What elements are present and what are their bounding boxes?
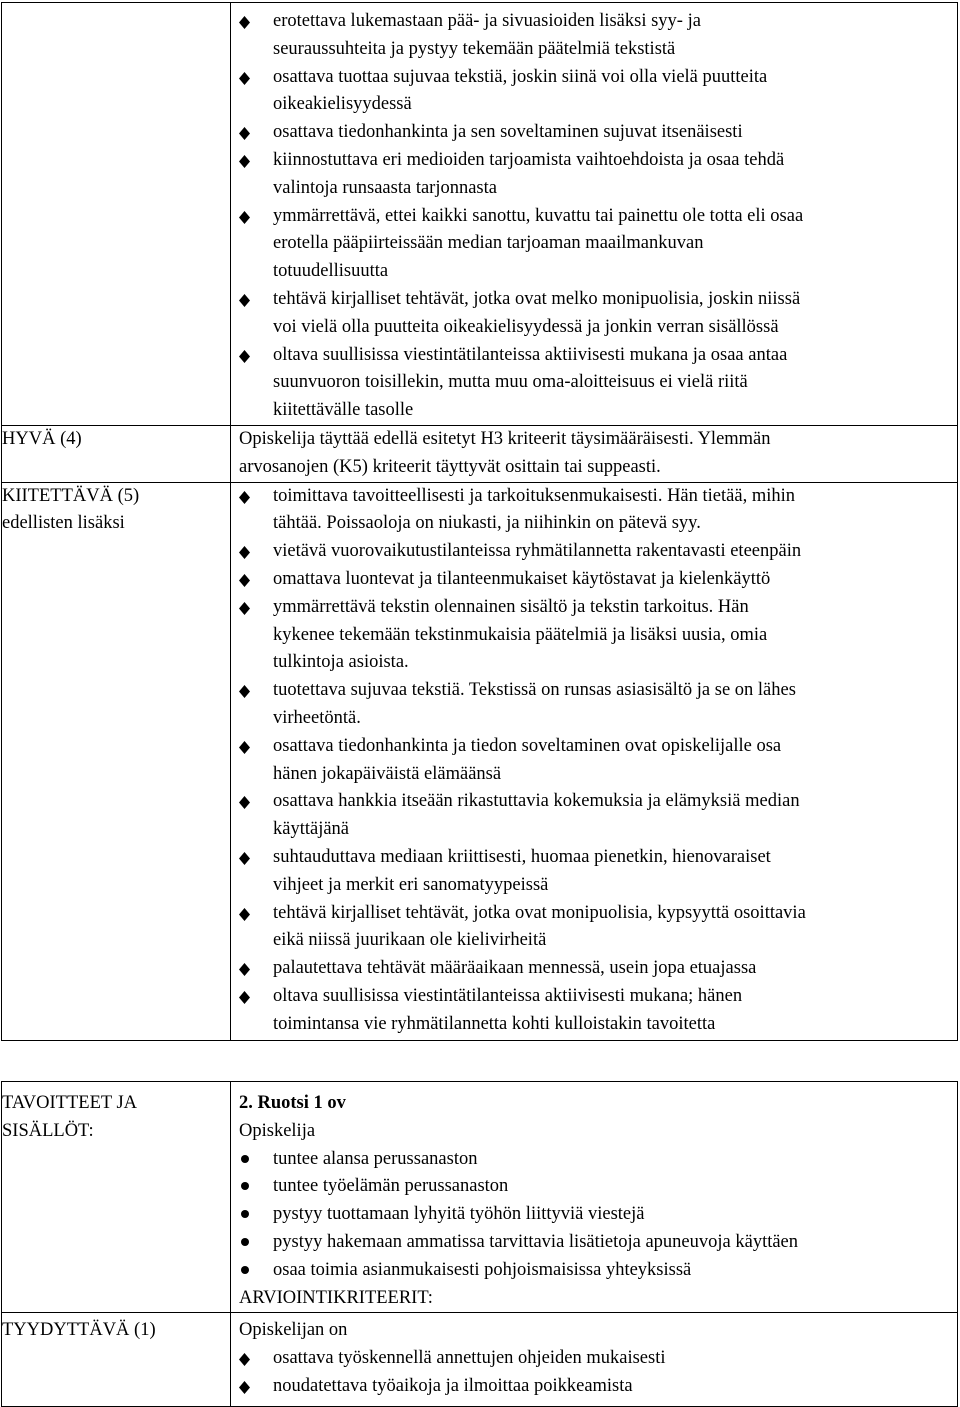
diamond-bullet-icon (239, 852, 250, 865)
list-item (239, 203, 957, 286)
list-item-text: virheetöntä. (273, 707, 361, 728)
student-label: Opiskelija (239, 1120, 316, 1141)
grade-label-satisfactory: TYYDYTTÄVÄ (1) (2, 1320, 156, 1341)
diamond-bullet-icon (239, 16, 250, 29)
list-item (239, 844, 957, 900)
grade-cell-excellent (2, 482, 231, 1040)
grade-label-good: HYVÄ (4) (2, 428, 82, 449)
goals-label-line-2: SISÄLLÖT: (2, 1120, 94, 1141)
round-bullet-icon (241, 1266, 249, 1274)
criteria-heading: ARVIOINTIKRITEERIT: (239, 1287, 433, 1308)
criteria-list-satisfactory (239, 1345, 957, 1401)
list-item (239, 955, 957, 983)
list-item-text: toimintansa vie ryhmätilannetta kohti kulloistakin tavoitetta (273, 1013, 716, 1034)
list-item-text: pystyy tuottamaan lyhyitä työhön liittyviä viestejä (273, 1204, 645, 1225)
list-item (239, 1146, 957, 1174)
list-item-text: ymmärrettävä tekstin olennainen sisältö ja tekstin tarkoitus. Hän (273, 596, 749, 617)
diamond-bullet-icon (239, 1381, 250, 1394)
list-item (239, 8, 957, 64)
list-item (239, 1201, 957, 1229)
list-item-text: käyttäjänä (273, 819, 350, 840)
table-row (2, 482, 958, 1040)
list-item-text: totuudellisuutta (273, 261, 389, 282)
list-item-text: tuotettava sujuvaa tekstiä. Tekstissä on runsas asiasisältö ja se on lähes (273, 680, 796, 701)
grade-cell-good (2, 425, 231, 482)
good-summary-cell (231, 425, 958, 482)
diamond-bullet-icon (239, 602, 250, 615)
list-item-text: kiitettävälle tasolle (273, 400, 414, 421)
list-item (239, 483, 957, 539)
list-item (239, 1257, 957, 1285)
criteria-list-excellent (239, 483, 957, 1039)
list-item (239, 119, 957, 147)
table-row (2, 425, 958, 482)
diamond-bullet-icon (239, 294, 250, 307)
list-item (239, 677, 957, 733)
list-item-text: hänen jokapäiväistä elämäänsä (273, 763, 502, 784)
list-item-text: kiinnostuttava eri medioiden tarjoamista vaihtoehdoista ja osaa tehdä (273, 149, 785, 170)
diamond-bullet-icon (239, 211, 250, 224)
criteria-list-good (239, 3, 957, 425)
list-item (239, 1229, 957, 1257)
goals-cell (231, 1082, 958, 1313)
list-item-text: oikeakielisyydessä (273, 94, 412, 115)
list-item (239, 983, 957, 1039)
list-item-text: oltava suullisissa viestintätilanteissa aktiivisesti mukana ja osaa antaa (273, 344, 788, 365)
list-item-text: tuntee alansa perussanaston (273, 1148, 478, 1169)
list-item-text: osattava hankkia itseään rikastuttavia kokemuksia ja elämyksiä median (273, 791, 800, 812)
table-row (2, 3, 958, 426)
list-item (239, 1345, 957, 1373)
round-bullet-icon (241, 1155, 249, 1163)
diamond-bullet-icon (239, 72, 250, 85)
list-item-text: osaa toimia asianmukaisesti pohjoismaisissa yhteyksissä (273, 1259, 692, 1280)
diamond-bullet-icon (239, 155, 250, 168)
list-item-text: omattava luontevat ja tilanteenmukaiset käytöstavat ja kielenkäyttö (273, 568, 771, 589)
diamond-bullet-icon (239, 685, 250, 698)
diamond-bullet-icon (239, 963, 250, 976)
list-item-text: osattava tiedonhankinta ja tiedon soveltaminen ovat opiskelijalle osa (273, 735, 782, 756)
list-item-text: suhtauduttava mediaan kriittisesti, huomaa pienetkin, hienovaraiset (273, 846, 771, 867)
list-item-text: erotettava lukemastaan pää- ja sivuasioiden lisäksi syy- ja (273, 11, 701, 31)
list-item-text: seuraussuhteita ja pystyy tekemään päätelmiä tekstistä (273, 38, 676, 59)
list-item-text: ymmärrettävä, ettei kaikki sanottu, kuvattu tai painettu ole totta eli osaa (273, 205, 804, 226)
course-table (1, 1081, 958, 1407)
list-item-text: tehtävä kirjalliset tehtävät, jotka ovat monipuolisia, kypsyyttä osoittavia (273, 902, 806, 923)
good-summary-line-1: Opiskelija täyttää edellä esitetyt H3 kriteerit täysimääräisesti. Ylemmän (239, 428, 771, 449)
list-item-text: palautettava tehtävät määräaikaan mennessä, usein jopa etuajassa (273, 958, 757, 979)
diamond-bullet-icon (239, 796, 250, 809)
diamond-bullet-icon (239, 546, 250, 559)
list-item (239, 147, 957, 203)
criteria-cell (231, 1313, 958, 1407)
list-item-text: erotella pääpiirteissään median tarjoaman maailmankuvan (273, 233, 704, 254)
list-item (239, 788, 957, 844)
diamond-bullet-icon (239, 491, 250, 504)
goals-label-cell (2, 1082, 231, 1313)
criteria-table-upper (1, 2, 958, 1041)
list-item (239, 566, 957, 594)
table-row (2, 1082, 958, 1313)
grade-cell-satisfactory (2, 1313, 231, 1407)
criteria-cell (231, 3, 958, 426)
list-item-text: eikä niissä juurikaan ole kielivirheitä (273, 930, 547, 951)
student-is-label: Opiskelijan on (239, 1320, 348, 1341)
diamond-bullet-icon (239, 908, 250, 921)
list-item (239, 1173, 957, 1201)
list-item-text: toimittava tavoitteellisesti ja tarkoituksenmukaisesti. Hän tietää, mihin (273, 485, 795, 506)
list-item (239, 594, 957, 677)
list-item (239, 286, 957, 342)
list-item-text: vietävä vuorovaikutustilanteissa ryhmätilannetta rakentavasti eteenpäin (273, 541, 802, 562)
diamond-bullet-icon (239, 350, 250, 363)
list-item-text: osattava tuottaa sujuvaa tekstiä, joskin siinä voi olla vielä puutteita (273, 66, 768, 87)
list-item-text: tuntee työelämän perussanaston (273, 1176, 509, 1197)
list-item-text: vihjeet ja merkit eri sanomatyypeissä (273, 874, 549, 895)
good-summary-line-2: arvosanojen (K5) kriteerit täyttyvät osittain tai suppeasti. (239, 456, 661, 477)
criteria-cell (231, 482, 958, 1040)
diamond-bullet-icon (239, 741, 250, 754)
diamond-bullet-icon (239, 574, 250, 587)
list-item-text: suunvuoron toisillekin, mutta muu oma-aloitteisuus ei vielä riitä (273, 372, 748, 393)
list-item-text: osattava tiedonhankinta ja sen soveltaminen sujuvat itsenäisesti (273, 122, 743, 143)
goals-label-line-1: TAVOITTEET JA (2, 1093, 138, 1113)
list-item-text: osattava työskennellä annettujen ohjeiden mukaisesti (273, 1348, 666, 1369)
list-item (239, 342, 957, 425)
list-item-text: kykenee tekemään tekstinmukaisia päätelmiä ja lisäksi uusia, omia (273, 624, 768, 645)
table-row (2, 1313, 958, 1407)
list-item (239, 900, 957, 956)
list-item-text: noudatettava työaikoja ja ilmoittaa poikkeamista (273, 1375, 633, 1396)
grade-label-excellent-sub: edellisten lisäksi (2, 513, 125, 534)
round-bullet-icon (241, 1210, 249, 1218)
diamond-bullet-icon (239, 127, 250, 140)
list-item-text: voi vielä olla puutteita oikeakielisyydessä ja jonkin verran sisällössä (273, 316, 779, 337)
list-item-text: oltava suullisissa viestintätilanteissa aktiivisesti mukana; hänen (273, 985, 743, 1006)
goals-list (239, 1146, 957, 1285)
diamond-bullet-icon (239, 991, 250, 1004)
diamond-bullet-icon (239, 1353, 250, 1366)
list-item-text: tulkintoja asioista. (273, 652, 409, 673)
list-item-text: valintoja runsaasta tarjonnasta (273, 177, 497, 198)
list-item-text: pystyy hakemaan ammatissa tarvittavia lisätietoja apuneuvoja käyttäen (273, 1231, 799, 1252)
list-item (239, 64, 957, 120)
round-bullet-icon (241, 1238, 249, 1246)
list-item (239, 1373, 957, 1401)
empty-grade-cell (2, 3, 231, 426)
grade-label-excellent: KIITETTÄVÄ (5) (2, 485, 140, 506)
list-item (239, 538, 957, 566)
list-item-text: tähtää. Poissaoloja on niukasti, ja niihinkin on pätevä syy. (273, 513, 701, 534)
list-item-text: tehtävä kirjalliset tehtävät, jotka ovat melko monipuolisia, joskin niissä (273, 288, 801, 309)
course-title: 2. Ruotsi 1 ov (239, 1093, 346, 1113)
round-bullet-icon (241, 1182, 249, 1190)
list-item (239, 733, 957, 789)
